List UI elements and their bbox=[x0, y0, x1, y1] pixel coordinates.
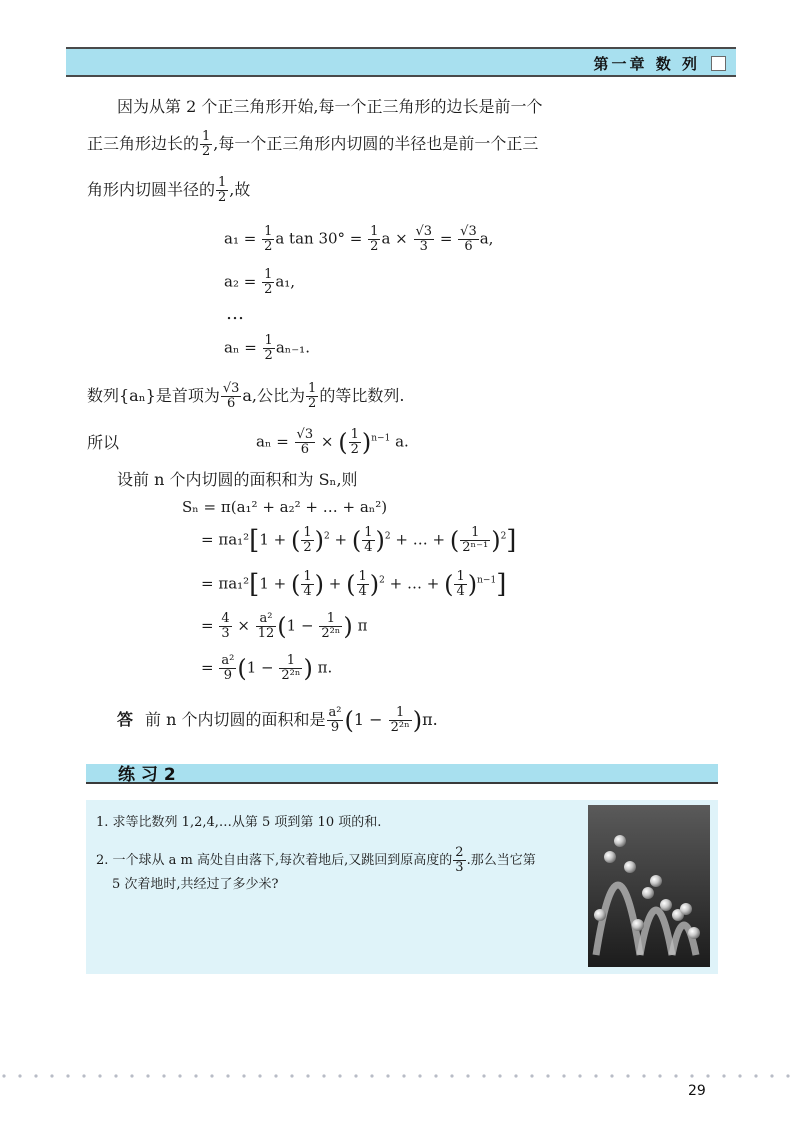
paragraph-line-2 bbox=[87, 130, 538, 159]
text: 1 − bbox=[246, 658, 279, 677]
paren: ) bbox=[361, 428, 372, 457]
exercise-question-1: 1. 求等比数列 1,2,4,…从第 5 项到第 10 项的和. bbox=[96, 815, 382, 830]
fraction-1-22n bbox=[279, 654, 302, 683]
text: 前 n 个内切圆的面积和是 bbox=[145, 710, 326, 729]
chapter-title: 第一章 数 列 bbox=[593, 55, 700, 73]
text: aₙ₋₁. bbox=[275, 338, 310, 357]
fraction-sqrt3-6 bbox=[295, 428, 316, 457]
exponent: 2 bbox=[379, 575, 385, 586]
paragraph-line-3 bbox=[87, 176, 250, 205]
exponent: 2 bbox=[324, 531, 330, 542]
fraction-a2-9 bbox=[327, 706, 344, 735]
text: = πa₁² bbox=[201, 530, 250, 549]
answer-label: 答 bbox=[117, 710, 134, 729]
paren: ( bbox=[277, 612, 287, 641]
text: a₁ = bbox=[224, 229, 262, 248]
sn-intro: 设前 n 个内切圆的面积和为 Sₙ,则 bbox=[117, 470, 358, 489]
exponent: n−1 bbox=[477, 575, 497, 586]
fraction-4-3 bbox=[219, 612, 231, 641]
fraction-sqrt3-6 bbox=[458, 225, 479, 254]
suoyi-label: 所以 bbox=[87, 433, 120, 452]
text: × bbox=[232, 616, 255, 635]
text: .那么当它第 bbox=[466, 853, 536, 868]
fraction-half bbox=[301, 526, 313, 555]
paren: ( bbox=[290, 570, 301, 599]
text: a₂ = bbox=[224, 272, 262, 291]
text: + … + bbox=[384, 574, 445, 593]
text: = bbox=[201, 616, 219, 635]
den: 2 bbox=[303, 540, 312, 555]
den: 9 bbox=[330, 720, 340, 735]
den: 2ⁿ⁻¹ bbox=[462, 540, 489, 555]
fraction-half bbox=[200, 130, 212, 159]
den: 6 bbox=[300, 442, 309, 457]
num: √3 bbox=[415, 224, 433, 239]
text: + … + bbox=[390, 530, 450, 549]
text: + bbox=[329, 530, 352, 549]
text: 数列{aₙ}是首项为 bbox=[87, 386, 220, 405]
paren: ( bbox=[351, 526, 362, 555]
num: √3 bbox=[296, 427, 314, 442]
text: × bbox=[316, 432, 339, 451]
paren: ( bbox=[346, 570, 356, 599]
den: 3 bbox=[221, 626, 230, 641]
sn-line-5 bbox=[201, 654, 332, 683]
exponent: 2 bbox=[500, 531, 507, 542]
text: ,每一个正三角形内切圆的半径也是前一个正三 bbox=[213, 134, 539, 153]
sn-line-3 bbox=[201, 570, 506, 599]
den: 2 bbox=[202, 144, 211, 159]
num: 1 bbox=[264, 333, 273, 348]
paren: ( bbox=[444, 570, 454, 599]
text: a₁, bbox=[275, 272, 296, 291]
text: 1 + bbox=[259, 574, 291, 593]
num: 1 bbox=[308, 381, 317, 396]
num: 1 bbox=[389, 706, 412, 721]
den: 12 bbox=[257, 626, 275, 641]
answer-line bbox=[117, 706, 438, 735]
num: 4 bbox=[221, 611, 230, 626]
exponent: 2 bbox=[384, 531, 391, 542]
num: 1 bbox=[358, 569, 367, 584]
header-square-icon bbox=[711, 56, 726, 71]
paren: ( bbox=[290, 526, 301, 555]
bracket: [ bbox=[249, 569, 260, 600]
text: π bbox=[352, 616, 368, 635]
bracket: ] bbox=[506, 525, 517, 556]
chapter-header-bar bbox=[66, 47, 736, 77]
paren: ) bbox=[303, 654, 313, 683]
paren: ) bbox=[314, 570, 325, 599]
exercise-question-2-cont: 5 次着地时,共经过了多少米? bbox=[112, 877, 279, 892]
num: 1 bbox=[264, 224, 273, 239]
num: √3 bbox=[460, 224, 477, 239]
text: a tan 30° = bbox=[275, 229, 368, 248]
exponent: n−1 bbox=[371, 433, 391, 444]
paren: ) bbox=[343, 612, 353, 641]
ellipsis: … bbox=[226, 303, 244, 324]
den: 3 bbox=[419, 239, 428, 254]
den: 6 bbox=[464, 239, 473, 254]
fraction-sqrt3-3 bbox=[414, 225, 435, 254]
exercise-title: 练 习 2 bbox=[118, 765, 176, 785]
paragraph-line-1: 因为从第 2 个正三角形开始,每一个正三角形的边长是前一个 bbox=[117, 97, 543, 116]
fraction-1-22n bbox=[389, 706, 412, 735]
paren: ) bbox=[375, 526, 385, 555]
text: 1 + bbox=[259, 530, 291, 549]
paren: ( bbox=[338, 428, 348, 457]
paren: ) bbox=[412, 706, 423, 735]
num: 1 bbox=[202, 129, 211, 144]
exercise-header-bar bbox=[86, 764, 718, 784]
fraction-1-2n1 bbox=[460, 526, 490, 555]
num: 1 bbox=[350, 427, 359, 442]
text: a,公比为 bbox=[242, 386, 306, 405]
paren: ) bbox=[491, 526, 501, 555]
den: 2²ⁿ bbox=[390, 720, 410, 735]
den: 2²ⁿ bbox=[321, 626, 341, 641]
den: 2 bbox=[264, 348, 273, 363]
text: a, bbox=[479, 229, 494, 248]
fraction-a2-12 bbox=[256, 612, 277, 641]
num: 1 bbox=[303, 525, 312, 540]
exercise-question-2 bbox=[96, 846, 536, 875]
paren: ) bbox=[314, 526, 325, 555]
num: √3 bbox=[222, 381, 240, 396]
text: aₙ = bbox=[224, 338, 262, 357]
text: 的等比数列. bbox=[319, 386, 405, 405]
bracket: ] bbox=[496, 569, 507, 600]
fraction-sqrt3-6 bbox=[221, 382, 242, 411]
den: 2 bbox=[370, 239, 379, 254]
den: 4 bbox=[456, 584, 465, 599]
den: 2 bbox=[218, 190, 227, 205]
text: aₙ = bbox=[256, 432, 294, 451]
num: a² bbox=[256, 612, 277, 627]
text: ,故 bbox=[229, 180, 251, 199]
fraction-half bbox=[349, 428, 361, 457]
paren: ) bbox=[369, 570, 380, 599]
paren: ( bbox=[344, 706, 354, 735]
num: 1 bbox=[303, 569, 312, 584]
fraction-half bbox=[263, 334, 275, 363]
fraction-quarter bbox=[362, 526, 374, 555]
fraction-quarter bbox=[454, 570, 466, 599]
fraction-half bbox=[262, 268, 274, 297]
fraction-a2-9 bbox=[219, 654, 236, 683]
num: 2 bbox=[455, 845, 464, 860]
num: 1 bbox=[319, 612, 342, 627]
text: 角形内切圆半径的 bbox=[87, 180, 216, 199]
bracket: [ bbox=[249, 525, 260, 556]
fraction-half bbox=[216, 176, 228, 205]
fraction-half bbox=[262, 225, 274, 254]
fraction-quarter bbox=[357, 570, 369, 599]
text: = bbox=[435, 229, 458, 248]
equation-a2 bbox=[224, 268, 295, 297]
den: 4 bbox=[358, 584, 367, 599]
den: 4 bbox=[303, 584, 312, 599]
num: 1 bbox=[218, 175, 227, 190]
num: 1 bbox=[279, 654, 302, 669]
den: 4 bbox=[364, 540, 373, 555]
text: 1 − bbox=[286, 616, 319, 635]
fraction-half bbox=[368, 225, 380, 254]
den: 2²ⁿ bbox=[281, 668, 301, 683]
text: 正三角形边长的 bbox=[87, 134, 200, 153]
den: 2 bbox=[264, 239, 273, 254]
num: 1 bbox=[364, 525, 373, 540]
den: 9 bbox=[223, 668, 232, 683]
text: = bbox=[201, 658, 219, 677]
paren: ( bbox=[237, 654, 247, 683]
text: a × bbox=[381, 229, 413, 248]
text: = πa₁² bbox=[201, 574, 250, 593]
paren: ) bbox=[467, 570, 478, 599]
text: π. bbox=[312, 658, 333, 677]
fraction-2-3 bbox=[453, 846, 465, 875]
den: 2 bbox=[350, 442, 359, 457]
bouncing-ball-image bbox=[588, 805, 710, 967]
num: a² bbox=[221, 653, 235, 668]
equation-an bbox=[224, 334, 310, 363]
text: 1 − bbox=[353, 710, 388, 729]
den: 2 bbox=[308, 396, 317, 411]
num: 1 bbox=[456, 569, 465, 584]
sn-line-1: Sₙ = π(a₁² + a₂² + … + aₙ²) bbox=[182, 498, 388, 516]
fraction-1-22n bbox=[319, 612, 342, 641]
sequence-statement bbox=[87, 382, 404, 411]
fraction-quarter bbox=[301, 570, 313, 599]
text: + bbox=[324, 574, 347, 593]
num: 1 bbox=[460, 526, 490, 541]
sn-line-4 bbox=[201, 612, 367, 641]
text: π. bbox=[422, 710, 438, 729]
page-number: 29 bbox=[688, 1083, 706, 1099]
num: 1 bbox=[370, 224, 379, 239]
text: a. bbox=[390, 432, 409, 451]
den: 6 bbox=[226, 396, 236, 411]
fraction-half bbox=[306, 382, 318, 411]
den: 2 bbox=[264, 282, 273, 297]
text: 2. 一个球从 a m 高处自由落下,每次着地后,又跳回到原高度的 bbox=[96, 853, 453, 868]
equation-an-general bbox=[256, 428, 409, 457]
sn-line-2 bbox=[201, 526, 516, 555]
dotted-divider bbox=[0, 1073, 800, 1079]
bouncing-ball-photo bbox=[588, 805, 710, 967]
equation-a1 bbox=[224, 225, 493, 254]
den: 3 bbox=[455, 860, 464, 875]
paren: ( bbox=[449, 526, 460, 555]
num: 1 bbox=[264, 267, 273, 282]
num: a² bbox=[328, 705, 342, 720]
